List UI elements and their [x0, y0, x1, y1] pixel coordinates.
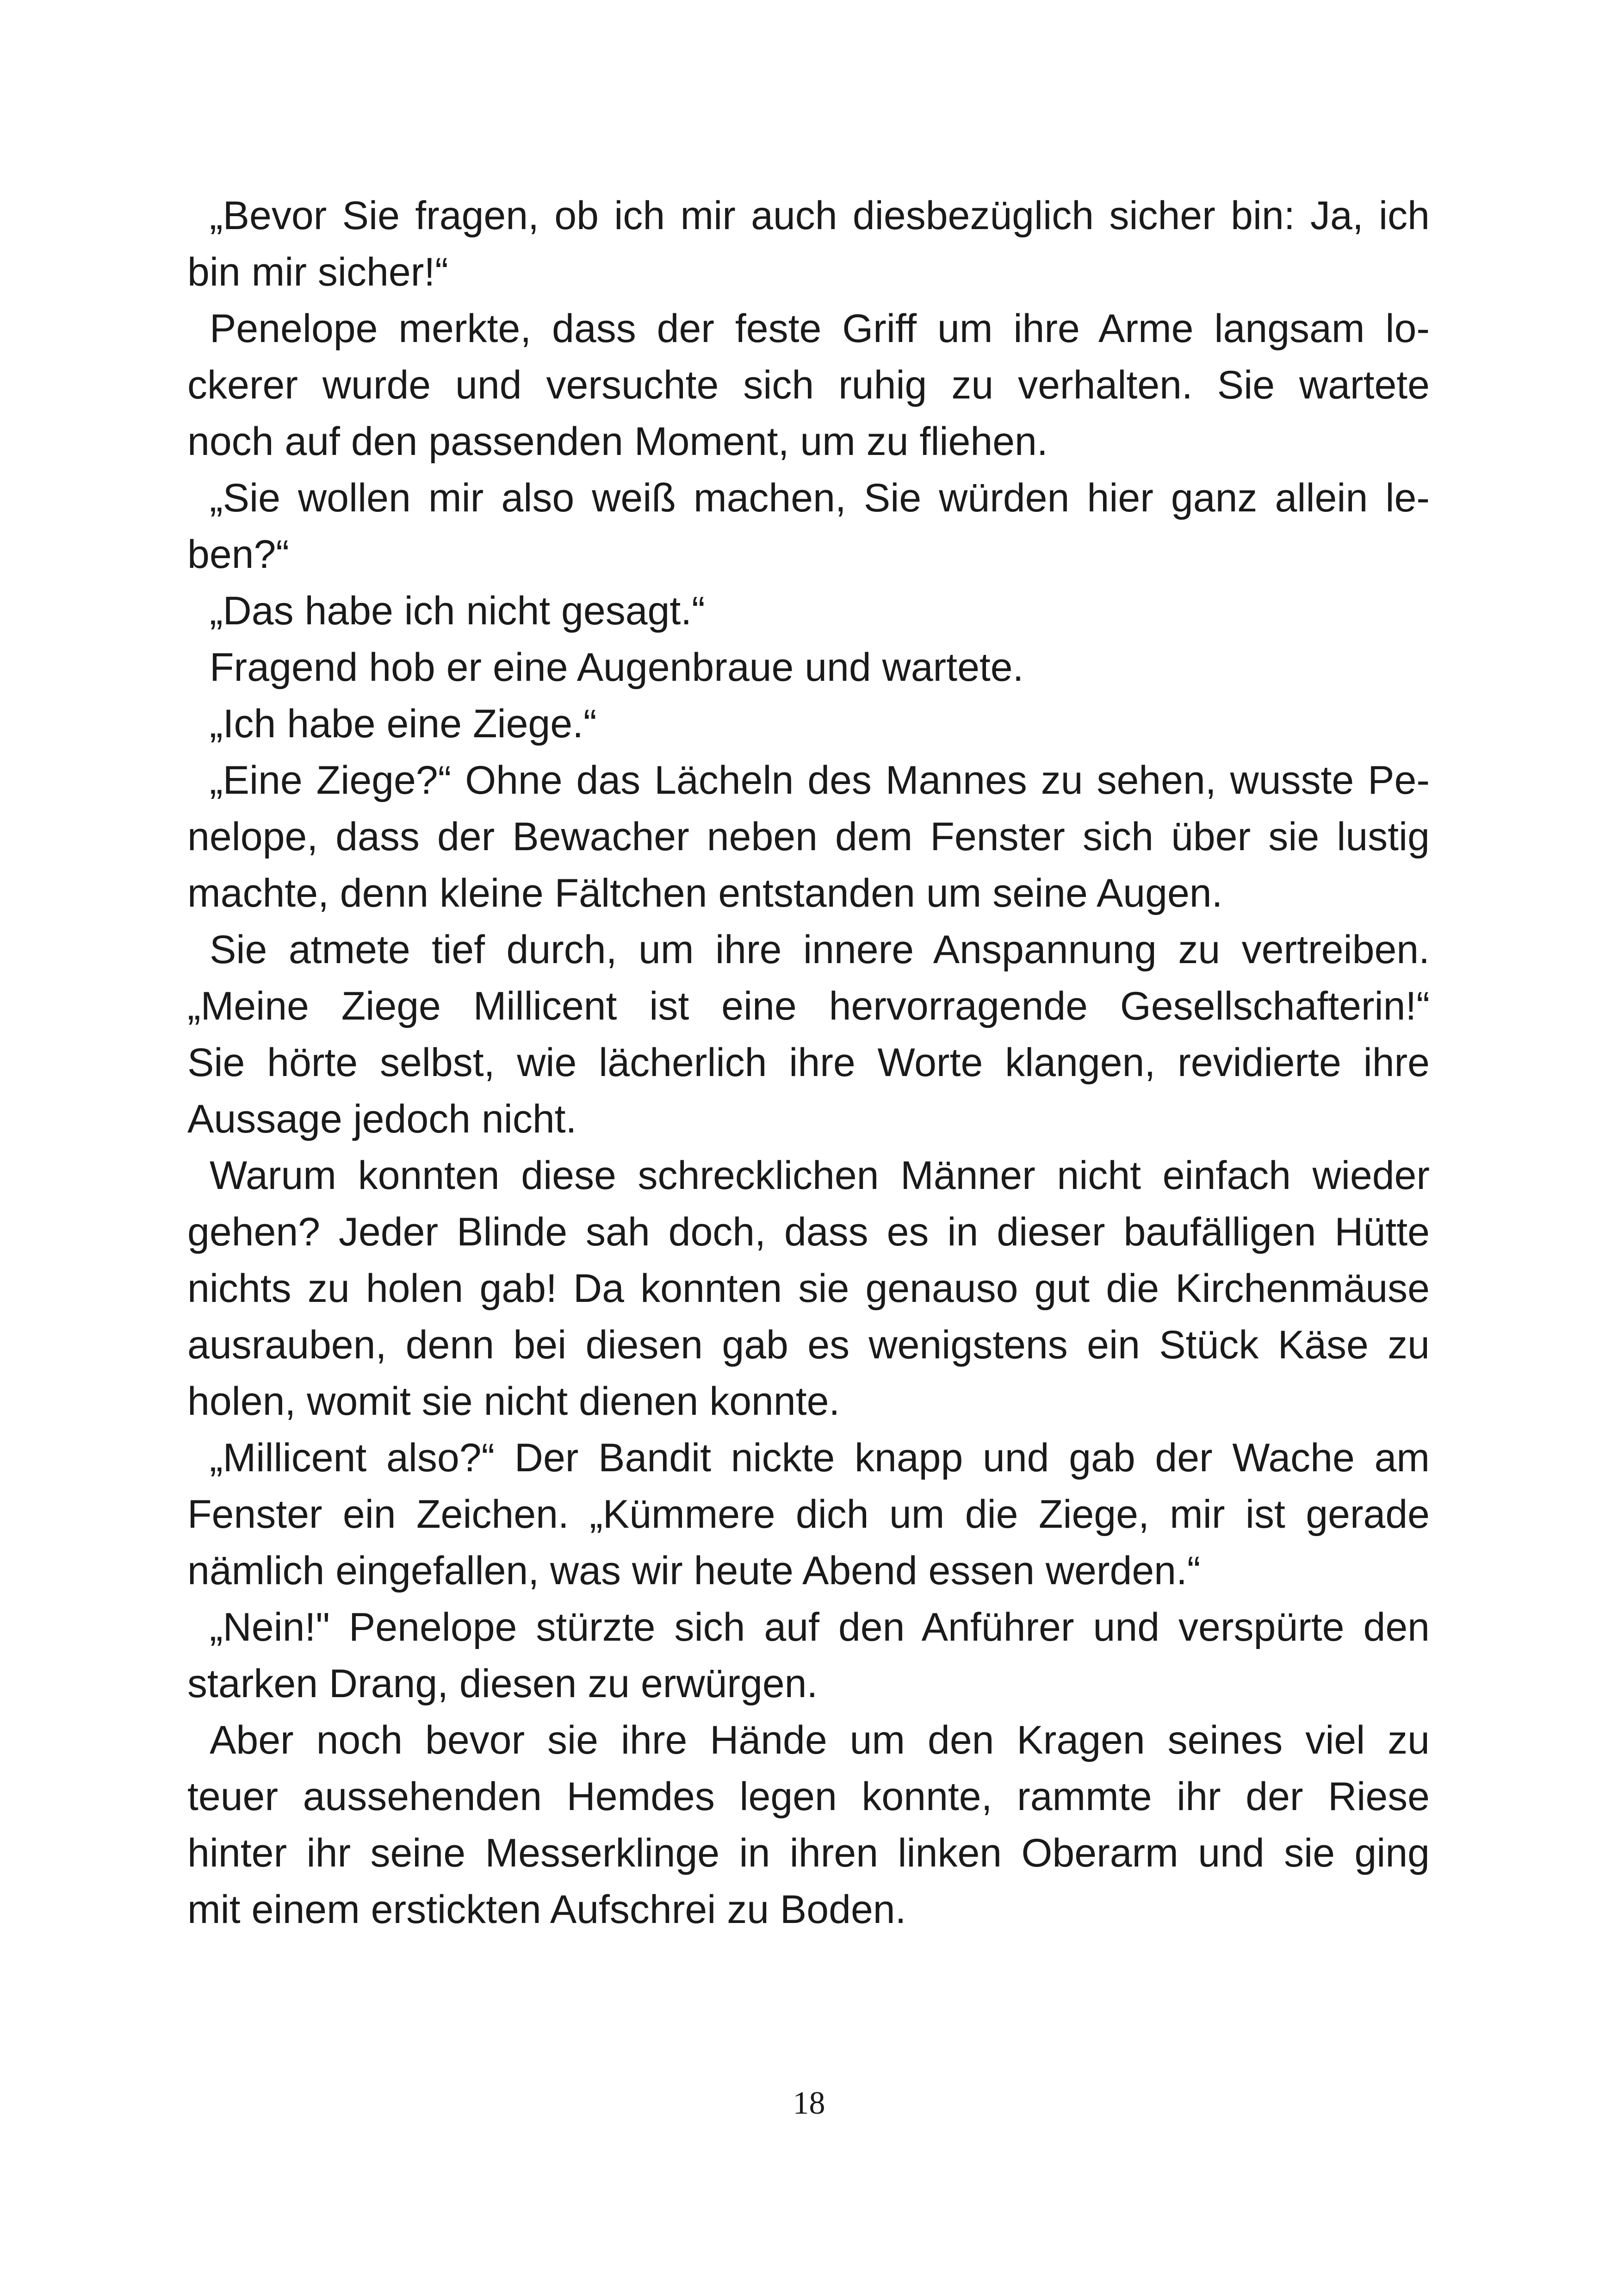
text-line: hinter ihr seine Messerklinge in ihren linken Oberarm und sie ging	[187, 1831, 1430, 1875]
paragraph	[187, 752, 1430, 921]
paragraph	[187, 696, 1430, 752]
paragraph	[187, 1599, 1430, 1712]
paragraph	[187, 921, 1430, 1147]
text-line: nelope, dass der Bewacher neben dem Fenster sich über sie lustig	[187, 815, 1430, 859]
text-line: holen, womit sie nicht dienen konnte.	[187, 1379, 840, 1424]
text-line: noch auf den passenden Moment, um zu fliehen.	[187, 419, 1048, 464]
text-line: ckerer wurde und versuchte sich ruhig zu verhalten. Sie wartete	[187, 363, 1430, 407]
text-line: „Ich habe eine Ziege.“	[210, 702, 597, 746]
text-line: „Millicent also?“ Der Bandit nickte knapp und gab der Wache am	[210, 1436, 1430, 1480]
paragraph	[187, 1712, 1430, 1938]
text-line: „Eine Ziege?“ Ohne das Lächeln des Mannes zu sehen, wusste Pe-	[210, 758, 1430, 803]
text-line: Warum konnten diese schrecklichen Männer nicht einfach wieder	[210, 1153, 1430, 1198]
text-line: nichts zu holen gab! Da konnten sie genauso gut die Kirchenmäuse	[187, 1266, 1430, 1311]
paragraph	[187, 470, 1430, 583]
text-line: Penelope merkte, dass der feste Griff um ihre Arme langsam lo-	[210, 306, 1430, 351]
text-line: Aber noch bevor sie ihre Hände um den Kragen seines viel zu	[210, 1718, 1430, 1762]
text-line: bin mir sicher!“	[187, 250, 448, 294]
text-line: „Sie wollen mir also weiß machen, Sie würden hier ganz allein le-	[210, 476, 1430, 520]
text-line: mit einem erstickten Aufschrei zu Boden.	[187, 1887, 906, 1932]
text-line: Fragend hob er eine Augenbraue und wartete.	[210, 645, 1024, 690]
text-line: ben?“	[187, 532, 289, 577]
text-line: „Nein!" Penelope stürzte sich auf den Anführer und verspürte den	[210, 1605, 1430, 1649]
paragraph	[187, 639, 1430, 696]
text-line: Aussage jedoch nicht.	[187, 1097, 577, 1141]
text-line: Sie hörte selbst, wie lächerlich ihre Worte klangen, revidierte ihre	[187, 1040, 1430, 1085]
text-line: ausrauben, denn bei diesen gab es wenigstens ein Stück Käse zu	[187, 1323, 1430, 1367]
text-line: nämlich eingefallen, was wir heute Abend essen werden.“	[187, 1549, 1201, 1593]
page-number: 18	[793, 2085, 825, 2121]
text-line: machte, denn kleine Fältchen entstanden um seine Augen.	[187, 871, 1223, 915]
paragraph	[187, 187, 1430, 300]
paragraph	[187, 300, 1430, 470]
text-line: starken Drang, diesen zu erwürgen.	[187, 1661, 818, 1706]
paragraph	[187, 1430, 1430, 1599]
text-line: „Das habe ich nicht gesagt.“	[210, 589, 705, 633]
text-line: teuer aussehenden Hemdes legen konnte, rammte ihr der Riese	[187, 1774, 1430, 1819]
text-line: gehen? Jeder Blinde sah doch, dass es in dieser baufälligen Hütte	[187, 1210, 1430, 1254]
text-line: Sie atmete tief durch, um ihre innere Anspannung zu vertreiben.	[210, 927, 1430, 972]
text-line: Fenster ein Zeichen. „Kümmere dich um die Ziege, mir ist gerade	[187, 1492, 1430, 1537]
body-text	[187, 187, 1430, 1938]
text-line: „Meine Ziege Millicent ist eine hervorragende Gesellschafterin!“	[187, 984, 1430, 1028]
paragraph	[187, 583, 1430, 639]
paragraph	[187, 1147, 1430, 1430]
text-line: „Bevor Sie fragen, ob ich mir auch diesbezüglich sicher bin: Ja, ich	[210, 193, 1430, 238]
